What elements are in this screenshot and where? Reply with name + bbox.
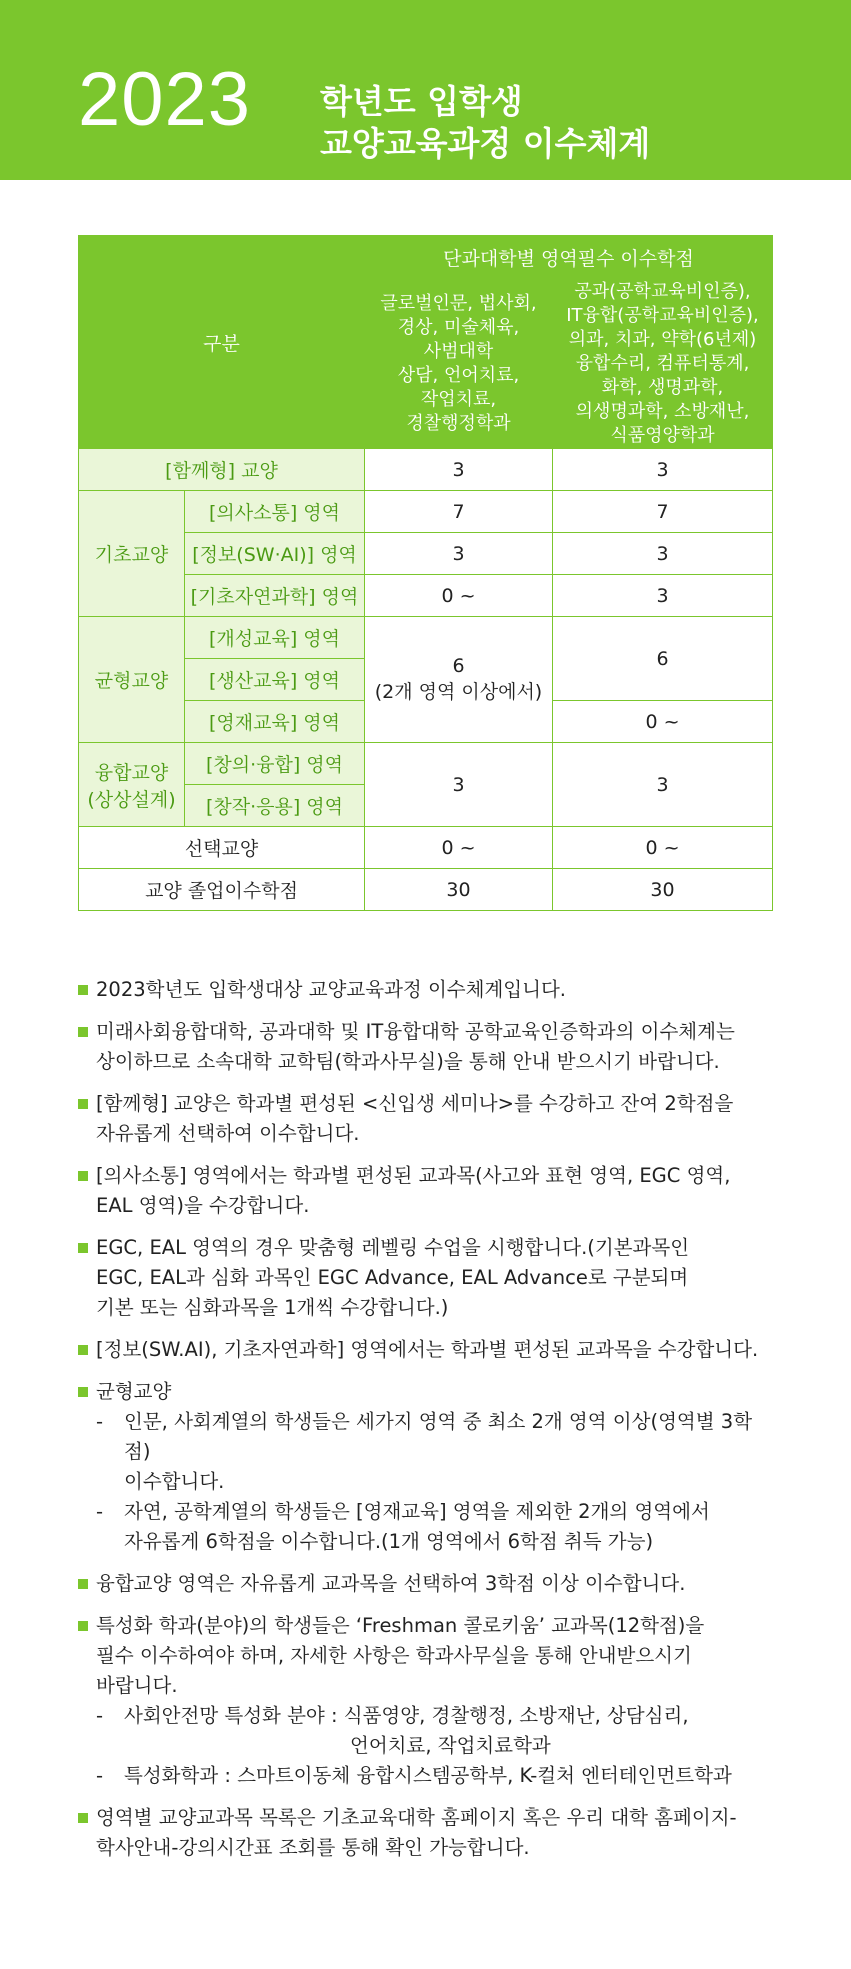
- bullet-square-icon: [78, 1387, 88, 1397]
- title-line-2: 교양교육과정 이수체계: [320, 124, 651, 163]
- header-required-credits: 단과대학별 영역필수 이수학점: [365, 236, 773, 280]
- bullet-square-icon: [78, 1345, 88, 1355]
- total-c2: 30: [553, 869, 773, 911]
- basic-row-c2: 7: [553, 491, 773, 533]
- balance-c2-bottom: 0 ~: [553, 701, 773, 743]
- basic-row-c2: 3: [553, 533, 773, 575]
- fusion-row-label: [창의·융합] 영역: [185, 743, 365, 785]
- sub-note: - 자연, 공학계열의 학생들은 [영재교육] 영역을 제외한 2개의 영역에서 자유롭게 6학점을 이수합니다.(1개 영역에서 6학점 취득 가능): [96, 1500, 710, 1553]
- curriculum-table: [78, 235, 773, 911]
- fusion-row-label: [창작·응용] 영역: [185, 785, 365, 827]
- note-item: 특성화 학과(분야)의 학생들은 ‘Freshman 콜로키움’ 교과목(12학점)을 필수 이수하여야 하며, 자세한 사항은 학과사무실을 통해 안내받으시기 바랍니다. - 사회안전망 특성화 분야 : 식품영양, 경찰행정, 소방재난, 상담심리, 언어치료, 작업치료학과 - 특성화학과 : 스마트이동체 융합시스템공학부, K-컬처 엔터테인먼트학과: [78, 1611, 778, 1791]
- total-label: 교양 졸업이수학점: [79, 869, 365, 911]
- note-item: [의사소통] 영역에서는 학과별 편성된 교과목(사고와 표현 영역, EGC 영역, EAL 영역)을 수강합니다.: [78, 1161, 778, 1221]
- title-banner: [0, 0, 851, 180]
- sub-note: - 사회안전망 특성화 분야 : 식품영양, 경찰행정, 소방재난, 상담심리, 언어치료, 작업치료학과: [96, 1704, 689, 1757]
- basic-row-label: [기초자연과학] 영역: [185, 575, 365, 617]
- balance-c2-top: 6: [553, 617, 773, 701]
- basic-row-label: [정보(SW·AI)] 영역: [185, 533, 365, 575]
- note-item: 영역별 교양교과목 목록은 기초교육대학 홈페이지 혹은 우리 대학 홈페이지- 학사안내-강의시간표 조회를 통해 확인 가능합니다.: [78, 1803, 778, 1863]
- bullet-square-icon: [78, 1171, 88, 1181]
- row-together-label: [함께형] 교양: [79, 449, 365, 491]
- balance-row-label: [개성교육] 영역: [185, 617, 365, 659]
- note-item: 2023학년도 입학생대상 교양교육과정 이수체계입니다.: [78, 975, 778, 1005]
- basic-row-c1: 3: [365, 533, 553, 575]
- bullet-square-icon: [78, 1027, 88, 1037]
- total-c1: 30: [365, 869, 553, 911]
- bullet-square-icon: [78, 1579, 88, 1589]
- note-item: [정보(SW.AI), 기초자연과학] 영역에서는 학과별 편성된 교과목을 수강합니다.: [78, 1335, 778, 1365]
- bullet-square-icon: [78, 985, 88, 995]
- header-column-engineering: 공과(공학교육비인증), IT융합(공학교육비인증), 의과, 치과, 약학(6년제) 융합수리, 컴퓨터통계, 화학, 생명과학, 의생명과학, 소방재난, 식품영양학과: [553, 280, 773, 449]
- elective-c2: 0 ~: [553, 827, 773, 869]
- bullet-square-icon: [78, 1243, 88, 1253]
- note-item: EGC, EAL 영역의 경우 맞춤형 레벨링 수업을 시행합니다.(기본과목인 EGC, EAL과 심화 과목인 EGC Advance, EAL Advance로 구분되며 기본 또는 심화과목을 1개씩 수강합니다.): [78, 1233, 778, 1323]
- basic-row-label: [의사소통] 영역: [185, 491, 365, 533]
- header-column-humanities: 글로벌인문, 법사회, 경상, 미술체육, 사범대학 상담, 언어치료, 작업치료, 경찰행정학과: [365, 280, 553, 449]
- title-year: 2023: [78, 57, 252, 142]
- note-item: 미래사회융합대학, 공과대학 및 IT융합대학 공학교육인증학과의 이수체계는 상이하므로 소속대학 교학팀(학과사무실)을 통해 안내 받으시기 바랍니다.: [78, 1017, 778, 1077]
- fusion-c1: 3: [365, 743, 553, 827]
- elective-label: 선택교양: [79, 827, 365, 869]
- fusion-group-label: 융합교양 (상상설계): [79, 743, 185, 827]
- balance-c1: 6 (2개 영역 이상에서): [365, 617, 553, 743]
- bullet-square-icon: [78, 1099, 88, 1109]
- balance-group-label: 균형교양: [79, 617, 185, 743]
- row-together-c2: 3: [553, 449, 773, 491]
- basic-row-c1: 7: [365, 491, 553, 533]
- note-item: 융합교양 영역은 자유롭게 교과목을 선택하여 3학점 이상 이수합니다.: [78, 1569, 778, 1599]
- elective-c1: 0 ~: [365, 827, 553, 869]
- balance-row-label: [생산교육] 영역: [185, 659, 365, 701]
- note-item: [함께형] 교양은 학과별 편성된 <신입생 세미나>를 수강하고 잔여 2학점을 자유롭게 선택하여 이수합니다.: [78, 1089, 778, 1149]
- notes-list: [78, 975, 778, 1875]
- bullet-square-icon: [78, 1813, 88, 1823]
- title-line-1: 학년도 입학생: [320, 82, 523, 121]
- note-item: 균형교양 - 인문, 사회계열의 학생들은 세가지 영역 중 최소 2개 영역 이상(영역별 3학점) 이수합니다. - 자연, 공학계열의 학생들은 [영재교육] 영역을 제외한 2개의 영역에서 자유롭게 6학점을 이수합니다.(1개 영역에서 6학점 취득 가능): [78, 1377, 778, 1557]
- sub-note: - 특성화학과 : 스마트이동체 융합시스템공학부, K-컬처 엔터테인먼트학과: [96, 1764, 732, 1787]
- balance-row-label: [영재교육] 영역: [185, 701, 365, 743]
- sub-note: - 인문, 사회계열의 학생들은 세가지 영역 중 최소 2개 영역 이상(영역별 3학점) 이수합니다.: [96, 1410, 753, 1493]
- fusion-c2: 3: [553, 743, 773, 827]
- basic-row-c2: 3: [553, 575, 773, 617]
- row-together-c1: 3: [365, 449, 553, 491]
- header-category: 구분: [79, 236, 365, 449]
- basic-group-label: 기초교양: [79, 491, 185, 617]
- bullet-square-icon: [78, 1621, 88, 1631]
- basic-row-c1: 0 ~: [365, 575, 553, 617]
